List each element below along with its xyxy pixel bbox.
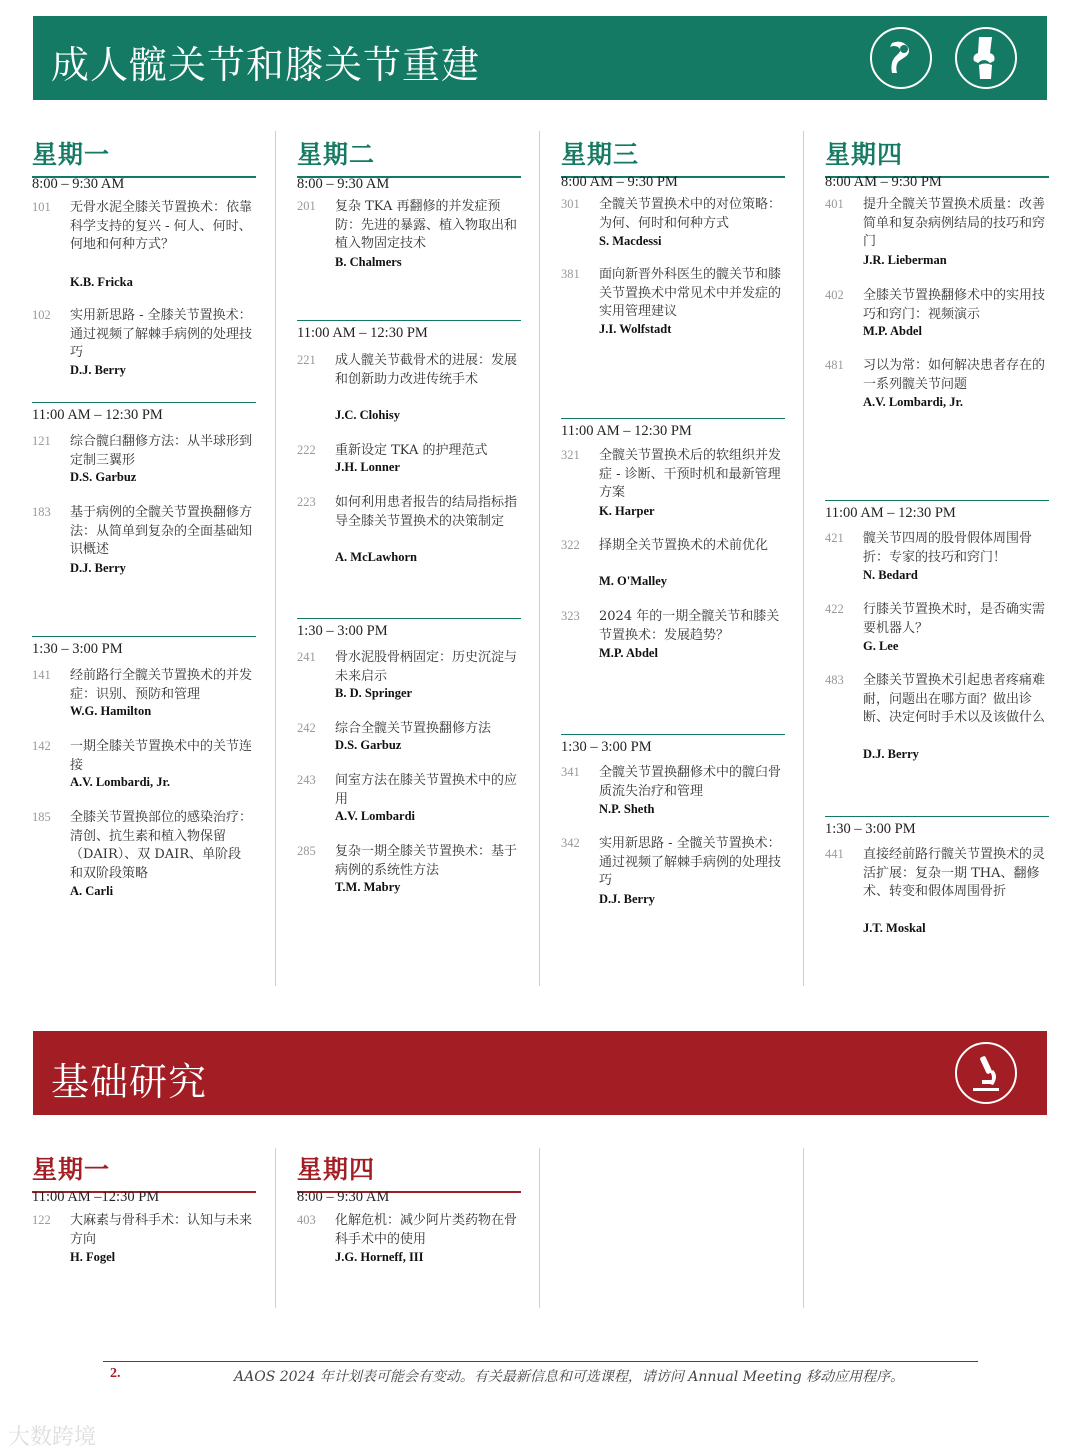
session-speaker: M. O'Malley [599,574,668,588]
day-heading: 星期一 [32,140,111,169]
session-speaker: N. Bedard [863,568,918,582]
time-slot: 11:00 AM – 12:30 PM [32,402,256,424]
session-speaker: D.J. Berry [70,561,126,575]
session-title: 全髋关节置换翻修术中的髋臼骨质流失治疗和管理 [599,765,782,799]
section-banner-adult-reconstruction [33,16,1047,100]
session-title: 全膝关节置换部位的感染治疗：清创、抗生素和植入物保留（DAIR）、双 DAIR、单阶段和双阶段策略 [70,810,253,881]
session-title: 骨水泥股骨柄固定：历史沉淀与未来启示 [335,650,518,684]
knee-joint-icon [955,27,1017,89]
column-divider [275,131,276,986]
session-speaker: J.H. Lonner [335,460,400,474]
time-slot: 11:00 AM –12:30 PM [32,1189,160,1205]
session-title: 行膝关节置换术时，是否确实需要机器人？ [863,602,1046,636]
section-banner-basic-research [33,1031,1047,1115]
day-column-monday [32,1150,256,1280]
session-title: 提升全髋关节置换术质量：改善简单和复杂病例结局的技巧和窍门 [863,197,1046,249]
session-number: 481 [825,358,844,372]
session-number: 102 [32,308,51,322]
time-slot: 8:00 AM – 9:30 PM [825,174,942,190]
footer-note: AAOS 2024 年计划表可能会有变动。有关最新信息和可选课程，请访问 Annual Meeting 移动应用程序。 [234,1369,905,1385]
session-number: 321 [561,448,580,462]
session-title: 无骨水泥全膝关节置换术：依靠科学支持的复兴 - 何人、何时、何地和何种方式？ [70,200,253,252]
time-slot: 11:00 AM – 12:30 PM [825,500,1049,522]
day-heading: 星期一 [32,1155,111,1184]
session-title: 复杂 TKA 再翻修的并发症预防：先进的暴露、植入物取出和植入物固定技术 [335,199,518,251]
session-speaker: A. McLawhorn [335,550,417,564]
session-title: 实用新思路 - 全髋关节置换术：通过视频了解棘手病例的处理技巧 [599,836,782,888]
microscope-icon [955,1042,1017,1104]
day-column-wednesday [561,135,785,955]
section-title: 基础研究 [51,1060,208,1104]
column-divider [539,131,540,986]
time-slot: 11:00 AM – 12:30 PM [561,418,785,440]
column-divider [539,1148,540,1308]
time-slot: 1:30 – 3:00 PM [561,734,785,756]
time-slot: 11:00 AM – 12:30 PM [297,320,521,342]
time-slot: 1:30 – 3:00 PM [32,636,256,658]
session-number: 422 [825,602,844,616]
column-divider [275,1148,276,1308]
session-speaker: D.J. Berry [863,747,919,761]
session-title: 髋关节四周的股骨假体周围骨折：专家的技巧和窍门！ [863,531,1033,565]
session-number: 222 [297,443,316,457]
session-number: 141 [32,668,51,682]
session-speaker: G. Lee [863,639,899,653]
session-speaker: M.P. Abdel [599,646,658,660]
session-speaker: A.V. Lombardi, Jr. [70,775,171,789]
session-speaker: A. Carli [70,884,114,898]
session-number: 285 [297,844,316,858]
session-speaker: W.G. Hamilton [70,704,152,718]
session-title: 间室方法在膝关节置换术中的应用 [335,773,518,807]
session-number: 421 [825,531,844,545]
session-speaker: D.J. Berry [599,892,655,906]
session-speaker: K. Harper [599,504,655,518]
day-column-thursday [825,135,1049,955]
session-number: 403 [297,1213,316,1227]
session-speaker: J.T. Moskal [863,921,926,935]
session-speaker: N.P. Sheth [599,802,655,816]
session-number: 401 [825,197,844,211]
session-number: 402 [825,288,844,302]
session-speaker: D.S. Garbuz [70,470,137,484]
session-title: 如何利用患者报告的结局指标指导全膝关节置换术的决策制定 [335,495,518,529]
session-number: 121 [32,434,51,448]
session-number: 342 [561,836,580,850]
hip-joint-icon [870,27,932,89]
session-number: 183 [32,505,51,519]
day-column-thursday [297,1150,521,1280]
session-speaker: J.C. Clohisy [335,408,400,422]
session-title: 综合髋臼翻修方法：从半球形到定制三翼形 [70,434,253,468]
time-slot: 1:30 – 3:00 PM [825,816,1049,838]
session-speaker: H. Fogel [70,1250,116,1264]
session-title: 化解危机：减少阿片类药物在骨科手术中的使用 [335,1213,518,1247]
session-speaker: D.J. Berry [70,363,126,377]
day-column-monday [32,135,256,955]
page-number: 2. [110,1366,121,1381]
session-speaker: J.G. Horneff, III [335,1250,424,1264]
session-speaker: B. D. Springer [335,686,413,700]
watermark-logo: 大数跨境 [8,1425,97,1450]
session-number: 223 [297,495,316,509]
session-number: 242 [297,721,316,735]
day-heading: 星期四 [297,1155,376,1184]
session-title: 全髋关节置换术后的软组织并发症 - 诊断、干预时机和最新管理方案 [599,448,782,500]
session-number: 301 [561,197,580,211]
session-number: 185 [32,810,51,824]
session-title: 择期全关节置换术的术前优化 [599,538,769,553]
session-speaker: A.V. Lombardi [335,809,415,823]
session-speaker: S. Macdessi [599,234,662,248]
column-divider [803,1148,804,1308]
session-speaker: B. Chalmers [335,255,402,269]
session-title: 经前路行全髋关节置换术的并发症：识别、预防和管理 [70,668,253,702]
session-title: 重新设定 TKA 的护理范式 [335,443,488,458]
session-speaker: K.B. Fricka [70,275,133,289]
session-title: 全膝关节置换术引起患者疼痛难耐，问题出在哪方面？做出诊断、决定何时手术以及该做什么 [863,673,1046,725]
session-number: 101 [32,200,51,214]
session-title: 成人髋关节截骨术的进展：发展和创新助力改进传统手术 [335,353,518,387]
time-slot: 8:00 AM – 9:30 PM [561,174,678,190]
session-number: 201 [297,199,316,213]
time-slot: 1:30 – 3:00 PM [297,618,521,640]
session-number: 381 [561,267,580,281]
session-title: 综合全髋关节置换翻修方法 [335,721,492,736]
session-number: 142 [32,739,51,753]
session-number: 341 [561,765,580,779]
session-speaker: T.M. Mabry [335,880,401,894]
session-title: 大麻素与骨科手术：认知与未来方向 [70,1213,253,1247]
session-title: 全膝关节置换翻修术中的实用技巧和窍门：视频演示 [863,288,1046,322]
day-column-tuesday [297,135,521,955]
session-number: 322 [561,538,580,552]
session-speaker: J.R. Lieberman [863,253,947,267]
session-speaker: D.S. Garbuz [335,738,402,752]
session-title: 实用新思路 - 全膝关节置换术：通过视频了解棘手病例的处理技巧 [70,308,253,360]
day-heading: 星期三 [561,140,640,169]
time-slot: 8:00 – 9:30 AM [297,1189,390,1205]
session-title: 复杂一期全膝关节置换术：基于病例的系统性方法 [335,844,518,878]
time-slot: 8:00 – 9:30 AM [297,176,390,192]
session-speaker: M.P. Abdel [863,324,922,338]
session-number: 441 [825,847,844,861]
session-title: 2024 年的一期全髋关节和膝关节置换术：发展趋势？ [599,609,780,643]
session-speaker: A.V. Lombardi, Jr. [863,395,964,409]
session-number: 483 [825,673,844,687]
session-number: 221 [297,353,316,367]
column-divider [803,131,804,986]
session-number: 323 [561,609,580,623]
time-slot: 8:00 – 9:30 AM [32,176,125,192]
session-title: 习以为常：如何解决患者存在的一系列髋关节问题 [863,358,1046,392]
session-speaker: J.I. Wolfstadt [599,322,672,336]
section-title: 成人髋关节和膝关节重建 [51,43,481,87]
footer-divider [103,1361,978,1362]
session-title: 面向新晋外科医生的髋关节和膝关节置换术中常见术中并发症的实用管理建议 [599,267,782,319]
session-number: 241 [297,650,316,664]
day-heading: 星期四 [825,140,904,169]
session-title: 一期全膝关节置换术中的关节连接 [70,739,253,773]
session-title: 基于病例的全髋关节置换翻修方法：从简单到复杂的全面基础知识概述 [70,505,253,557]
day-heading: 星期二 [297,140,376,169]
session-number: 243 [297,773,316,787]
session-title: 直接经前路行髋关节置换术的灵活扩展：复杂一期 THA、翻修术、转变和假体周围骨折 [863,847,1046,899]
session-number: 122 [32,1213,51,1227]
session-title: 全髋关节置换术中的对位策略：为何、何时和何种方式 [599,197,782,231]
